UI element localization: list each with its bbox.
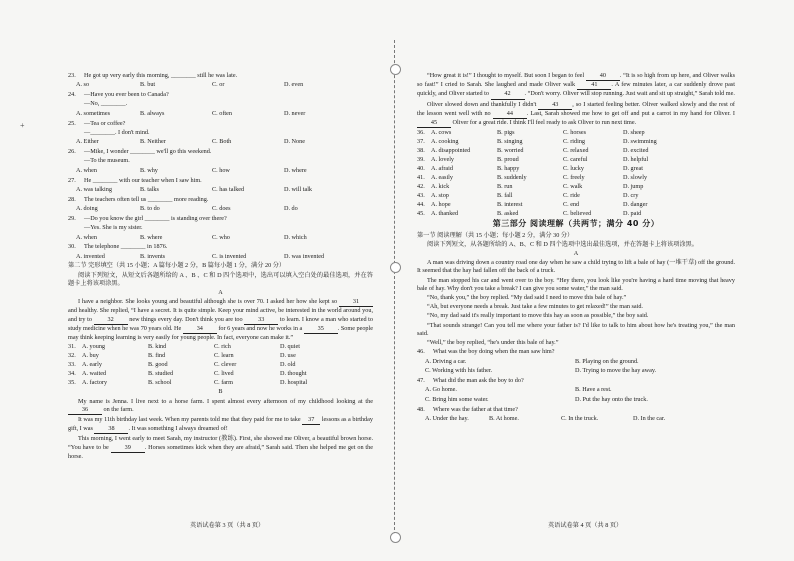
option-row xyxy=(68,138,373,146)
option: C. clever xyxy=(214,361,237,369)
option-row xyxy=(417,415,735,423)
right-page xyxy=(417,72,735,425)
option-row xyxy=(68,234,373,242)
answer-blank: 35 xyxy=(304,325,338,334)
option-row xyxy=(68,167,373,175)
answer-blank: 36 xyxy=(68,406,102,415)
question-number: 26. xyxy=(68,148,76,156)
option: B. Playing on the ground. xyxy=(575,357,639,365)
option: C. rich xyxy=(214,343,231,351)
option: C. Working with his father. xyxy=(425,367,493,375)
option: D. swimming xyxy=(623,138,657,146)
passage-paragraph: “No, thank you,” the boy replied. “My dad said I need to move this bale of hay.” xyxy=(427,294,627,302)
passage-label: A xyxy=(573,250,579,258)
option: C. often xyxy=(212,109,232,117)
option-row xyxy=(68,81,373,89)
question-number: 29. xyxy=(68,214,76,222)
question-stem xyxy=(68,120,373,128)
option: D. was invented xyxy=(284,252,325,260)
option: B. find xyxy=(148,352,166,360)
option: B. why xyxy=(140,166,158,174)
option: C. Both xyxy=(212,138,232,146)
question-text: The teachers often tell us ________ more reading. xyxy=(84,195,209,203)
option: B. fall xyxy=(497,192,513,200)
option: A. disappointed xyxy=(431,147,471,155)
option: D. Trying to move the hay away. xyxy=(575,367,657,375)
question-text: He got up very early this morning, ________ still he was late. xyxy=(84,72,238,79)
option-row xyxy=(68,110,373,118)
passage-paragraph: “Ah, but everyone needs a break. Just take a few minutes to get relaxed!” the man said. xyxy=(427,303,643,311)
question-number: 23. xyxy=(68,72,76,79)
options-table-row xyxy=(417,138,735,146)
option: C. lived xyxy=(214,370,234,378)
option: A. afraid xyxy=(431,165,453,173)
passage-paragraph: Oliver slowed down and thankfully I didn't 43 , so I started feeling better. Oliver walked slowly and the rest of the lesson went well with no 44 . Last, Sarah showed me how to get off and put a carrot in my hand for Oliver. I 45 Oliver for a great ride. I think I'll feel ready to ask Oliver to run next time. xyxy=(417,101,735,129)
option: B. always xyxy=(140,109,165,117)
passage-paragraph: “How great it is!” I thought to myself. But soon I began to feel 40 . “It is so high from up here, and Oliver walks so fast!” I cried to Sarah. She laughed and made Oliver walk 41 . A few minutes later, a car suddenly drove past quickly, and Oliver started to 42 . “Don't worry. Oliver will stop running. Just wait and sit up straight,” Sarah told me. xyxy=(417,72,735,100)
question-number: 46. xyxy=(417,348,425,356)
option: B. proud xyxy=(497,156,519,164)
question-number: 32. xyxy=(68,352,76,360)
option: C. believed xyxy=(563,210,592,218)
page-footer-right: 英语试卷第 4 页（共 8 页） xyxy=(548,522,623,529)
option: A. sometimes xyxy=(76,109,111,117)
option: A. Either xyxy=(76,138,99,146)
question-stem xyxy=(417,377,735,385)
option: A. kick xyxy=(431,183,450,191)
option: D. do xyxy=(284,205,298,213)
question-number: 45. xyxy=(417,210,425,218)
question-stem xyxy=(68,243,373,251)
question-number: 44. xyxy=(417,201,425,209)
option-row xyxy=(417,386,735,394)
option: C. or xyxy=(212,81,225,89)
option: D. which xyxy=(284,233,307,241)
options-table-row xyxy=(417,201,735,209)
question-number: 37. xyxy=(417,138,425,146)
question-number: 27. xyxy=(68,176,76,184)
option: D. helpful xyxy=(623,156,649,164)
question-text: The telephone ________ in 1876. xyxy=(84,243,168,251)
option: D. danger xyxy=(623,201,648,209)
option: B. worried xyxy=(497,147,524,155)
option: A. thanked xyxy=(431,210,459,218)
option: A. cooking xyxy=(431,138,459,146)
option-row xyxy=(417,367,735,375)
question-stem xyxy=(68,196,373,204)
passage-label: A xyxy=(218,288,223,296)
option-row xyxy=(68,253,373,261)
option: A. buy xyxy=(82,352,99,360)
question-dialog-line: —No, ________. xyxy=(84,100,128,108)
answer-blank: 44 xyxy=(493,110,527,119)
question-text: —Have you ever been to Canada? xyxy=(84,91,169,99)
options-table-row xyxy=(68,379,373,387)
option: D. will talk xyxy=(284,185,313,193)
options-table-row xyxy=(417,183,735,191)
question-text: What was the boy doing when the man saw him? xyxy=(433,348,555,356)
question-stem xyxy=(417,348,735,356)
option: B. talks xyxy=(140,185,159,193)
question-stem xyxy=(68,177,373,185)
question-dialog-line: —________. I don't mind. xyxy=(84,128,150,136)
options-table-row xyxy=(417,192,735,200)
option: B. studied xyxy=(148,370,174,378)
option: D. Put the hay onto the truck. xyxy=(575,396,648,404)
option: B. to do xyxy=(140,205,160,213)
option: C. end xyxy=(563,201,580,209)
question-stem xyxy=(68,91,373,99)
option: D. old xyxy=(280,361,296,369)
passage-paragraph: My name is Jenna. I live next to a horse farm. I spent almost every afternoon of my childhood looking at the 36 on the farm. xyxy=(68,398,373,415)
option: C. farm xyxy=(214,379,233,387)
option: C. careful xyxy=(563,156,588,164)
part-title: 第三部分 阅读理解（共两节；满分 40 分） xyxy=(492,219,660,229)
option: A. early xyxy=(82,361,102,369)
option: B. interest xyxy=(497,201,523,209)
answer-blank: 45 xyxy=(417,119,451,128)
left-page xyxy=(68,72,373,462)
option: D. never xyxy=(284,109,306,117)
option: C. is invented xyxy=(212,252,247,260)
option: A. doing xyxy=(76,205,98,213)
passage-paragraph: I have a neighbor. She looks young and beautiful although she is over 70. I asked her how she kept so 31 and healthy. She replied, “I have a secret. It is quite simple. Keep your mind active, be interested in the world around you, and try to 32 new things every day. Don't think you are too 33 to learn. I know a man who started to study medicine when he was 70 years old. He 34 for 6 years and now he works in a 35 . Some people may think keeping learning is very easily for young people. In fact, everyone can make it.” xyxy=(68,298,373,341)
page-footer-left: 英语试卷第 3 页（共 8 页） xyxy=(190,522,265,529)
answer-blank: 43 xyxy=(538,101,572,110)
option: C. who xyxy=(212,233,230,241)
options-table-row xyxy=(68,343,373,351)
question-text: —Do you know the girl ________ is standing over there? xyxy=(84,214,227,222)
question-number: 38. xyxy=(417,147,425,155)
option: B. invents xyxy=(140,252,166,260)
option: D. slowly xyxy=(623,174,648,182)
option: A. Driving a car. xyxy=(425,357,467,365)
option: C. riding xyxy=(563,138,586,146)
option: C. learn xyxy=(214,352,234,360)
option: B. Neither xyxy=(140,138,166,146)
option: D. excited xyxy=(623,147,649,155)
question-number: 35. xyxy=(68,379,76,387)
option: D. cry xyxy=(623,192,639,200)
question-number: 36. xyxy=(417,129,425,137)
option: D. even xyxy=(284,81,304,89)
registration-mark: + xyxy=(20,121,25,130)
binding-hole xyxy=(390,532,401,543)
passage-paragraph: “No, my dad said it's really important to move this hay as soon as possible,” the boy said. xyxy=(427,312,649,320)
option: B. but xyxy=(140,81,156,89)
option-row xyxy=(68,205,373,213)
option: D. jump xyxy=(623,183,644,191)
passage-paragraph: “That sounds strange! Can you tell me where your father is? I'd like to talk to him about how he's treating you,” the man said. xyxy=(417,321,735,337)
option: B. good xyxy=(148,361,168,369)
passage-label: B xyxy=(218,388,223,396)
question-text: —Tea or coffee? xyxy=(84,119,126,127)
question-number: 41. xyxy=(417,174,425,182)
option: A. hope xyxy=(431,201,451,209)
option: B. asked xyxy=(497,210,519,218)
question-stem xyxy=(68,148,373,156)
option: C. walk xyxy=(563,183,583,191)
option: B. Have a rest. xyxy=(575,386,612,394)
option: A. waited xyxy=(82,370,107,378)
question-text: —Mike, I wonder ________ we'll go this weekend. xyxy=(84,148,212,156)
question-text: What did the man ask the boy to do? xyxy=(433,377,524,385)
option: D. thought xyxy=(280,370,307,378)
question-stem xyxy=(68,72,373,80)
option: D. where xyxy=(284,166,307,174)
option: A. easily xyxy=(431,174,453,182)
question-number: 33. xyxy=(68,361,76,369)
option: C. does xyxy=(212,205,231,213)
question-number: 31. xyxy=(68,343,76,351)
option: C. ride xyxy=(563,192,580,200)
section-instructions: 阅读下列短文，从各题所给的 A、B、C 和 D 四个选项中选出最佳选项，并在答题卡上将该项涂黑。 xyxy=(427,240,698,248)
option: B. At home. xyxy=(489,415,519,423)
options-table-row xyxy=(417,129,735,137)
answer-blank: 31 xyxy=(339,298,373,307)
question-dialog-line: —Yes. She is my sister. xyxy=(84,224,143,232)
option-row xyxy=(68,186,373,194)
answer-blank: 33 xyxy=(244,316,278,325)
answer-blank: 39 xyxy=(111,444,145,453)
option: A. factory xyxy=(82,379,108,387)
question-stem xyxy=(68,215,373,223)
passage-paragraph: “Well,” the boy replied, “he's under this bale of hay.” xyxy=(427,339,559,347)
options-table-row xyxy=(417,147,735,155)
option: C. In the truck. xyxy=(561,415,599,423)
option: A. Under the hay. xyxy=(425,415,469,423)
option: B. singing xyxy=(497,138,523,146)
section-title: 第二节 完形填空（共 15 小题；A 篇每小题 2 分，B 篇每小题 1 分，满分 20 分） xyxy=(68,262,286,270)
question-number: 30. xyxy=(68,243,76,251)
option: C. lucky xyxy=(563,165,584,173)
option: B. run xyxy=(497,183,513,191)
option-row xyxy=(417,358,735,366)
answer-blank: 32 xyxy=(94,316,128,325)
option: A. Go home. xyxy=(425,386,457,394)
option: D. sheep xyxy=(623,129,645,137)
option: B. kind xyxy=(148,343,167,351)
passage-paragraph: It was my 11th birthday last week. When my parents told me that they paid for me to take 37 lessons as a birthday gift, I was 38 . It was something I always dreamed of! xyxy=(68,416,373,434)
option: A. stop xyxy=(431,192,449,200)
option: D. In the car. xyxy=(633,415,666,423)
answer-blank: 38 xyxy=(94,425,128,434)
options-table xyxy=(417,129,735,218)
question-number: 42. xyxy=(417,183,425,191)
options-table-row xyxy=(417,165,735,173)
question-text: Where was the father at that time? xyxy=(433,405,518,413)
option: D. paid xyxy=(623,210,642,218)
option: B. school xyxy=(148,379,172,387)
option: A. when xyxy=(76,166,97,174)
option: D. use xyxy=(280,352,296,360)
option: C. how xyxy=(212,166,230,174)
passage-paragraph: This morning, I went early to meet Sarah, my instructor (教练). First, she showed me Oliver, a beautiful brown horse. “You have to be 39 . Horses sometimes kick when they are afraid,” Sarah said. Then she helped me get on the horse. xyxy=(68,435,373,460)
option: B. suddenly xyxy=(497,174,527,182)
answer-blank: 34 xyxy=(183,325,217,334)
question-number: 25. xyxy=(68,119,76,127)
question-number: 24. xyxy=(68,91,76,99)
question-number: 47. xyxy=(417,377,425,385)
options-table xyxy=(68,343,373,387)
options-table-row xyxy=(68,352,373,360)
question-number: 39. xyxy=(417,156,425,164)
binding-hole xyxy=(390,262,401,273)
passage-paragraph: A man was driving down a country road one day when he saw a child trying to lift a bale of hay (一堆干草) off the ground. It seemed that the hay had fallen off the back of a truck. xyxy=(417,259,735,275)
options-table-row xyxy=(417,156,735,164)
options-table-row xyxy=(68,370,373,378)
options-table-row xyxy=(417,174,735,182)
question-number: 28. xyxy=(68,195,76,203)
passage-paragraph: The man stopped his car and went over to the boy. “Hey there, you look like you're having a hard time moving that heavy bale of hay. Why don't you take a break? I can give you some water,” the man said. xyxy=(417,276,735,292)
option: D. None xyxy=(284,138,305,146)
question-number: 43. xyxy=(417,192,425,200)
options-table-row xyxy=(68,361,373,369)
option: C. freely xyxy=(563,174,585,182)
binding-hole xyxy=(390,64,401,75)
option: A. young xyxy=(82,343,106,351)
question-dialog-line: —To the museum. xyxy=(84,157,130,165)
option: D. hospital xyxy=(280,379,308,387)
section-title: 第一节 阅读理解（共 15 小题；每小题 2 分，满分 30 分） xyxy=(417,231,574,239)
option: B. pigs xyxy=(497,129,515,137)
option: A. cows xyxy=(431,129,452,137)
option: A. invented xyxy=(76,252,105,260)
option: D. great xyxy=(623,165,643,173)
options-table-row xyxy=(417,210,735,218)
option: A. was talking xyxy=(76,185,112,193)
option: C. horses xyxy=(563,129,587,137)
question-number: 40. xyxy=(417,165,425,173)
answer-blank: 40 xyxy=(586,72,620,81)
option: A. when xyxy=(76,233,97,241)
question-text: He ________ with our teacher when I saw him. xyxy=(84,176,202,184)
section-instructions: 阅读下列短文，从短文后各题所给的 A 、B 、C 和 D 四个选项中，选出可以填入空白处的最佳选项，并在答题卡上将该项涂黑。 xyxy=(68,271,373,287)
option: C. Bring him some water. xyxy=(425,396,489,404)
option: B. happy xyxy=(497,165,520,173)
option: A. so xyxy=(76,81,90,89)
option: D. quiet xyxy=(280,343,300,351)
option: C. has talked xyxy=(212,185,245,193)
question-stem xyxy=(417,406,735,414)
question-number: 48. xyxy=(417,405,425,413)
binding-line xyxy=(394,40,397,540)
question-number: 34. xyxy=(68,370,76,378)
option: A. lovely xyxy=(431,156,455,164)
option: B. where xyxy=(140,233,163,241)
option-row xyxy=(417,396,735,404)
answer-blank: 42 xyxy=(491,90,525,99)
option: C. relaxed xyxy=(563,147,589,155)
answer-blank: 41 xyxy=(577,81,611,90)
answer-blank: 37 xyxy=(302,416,320,425)
